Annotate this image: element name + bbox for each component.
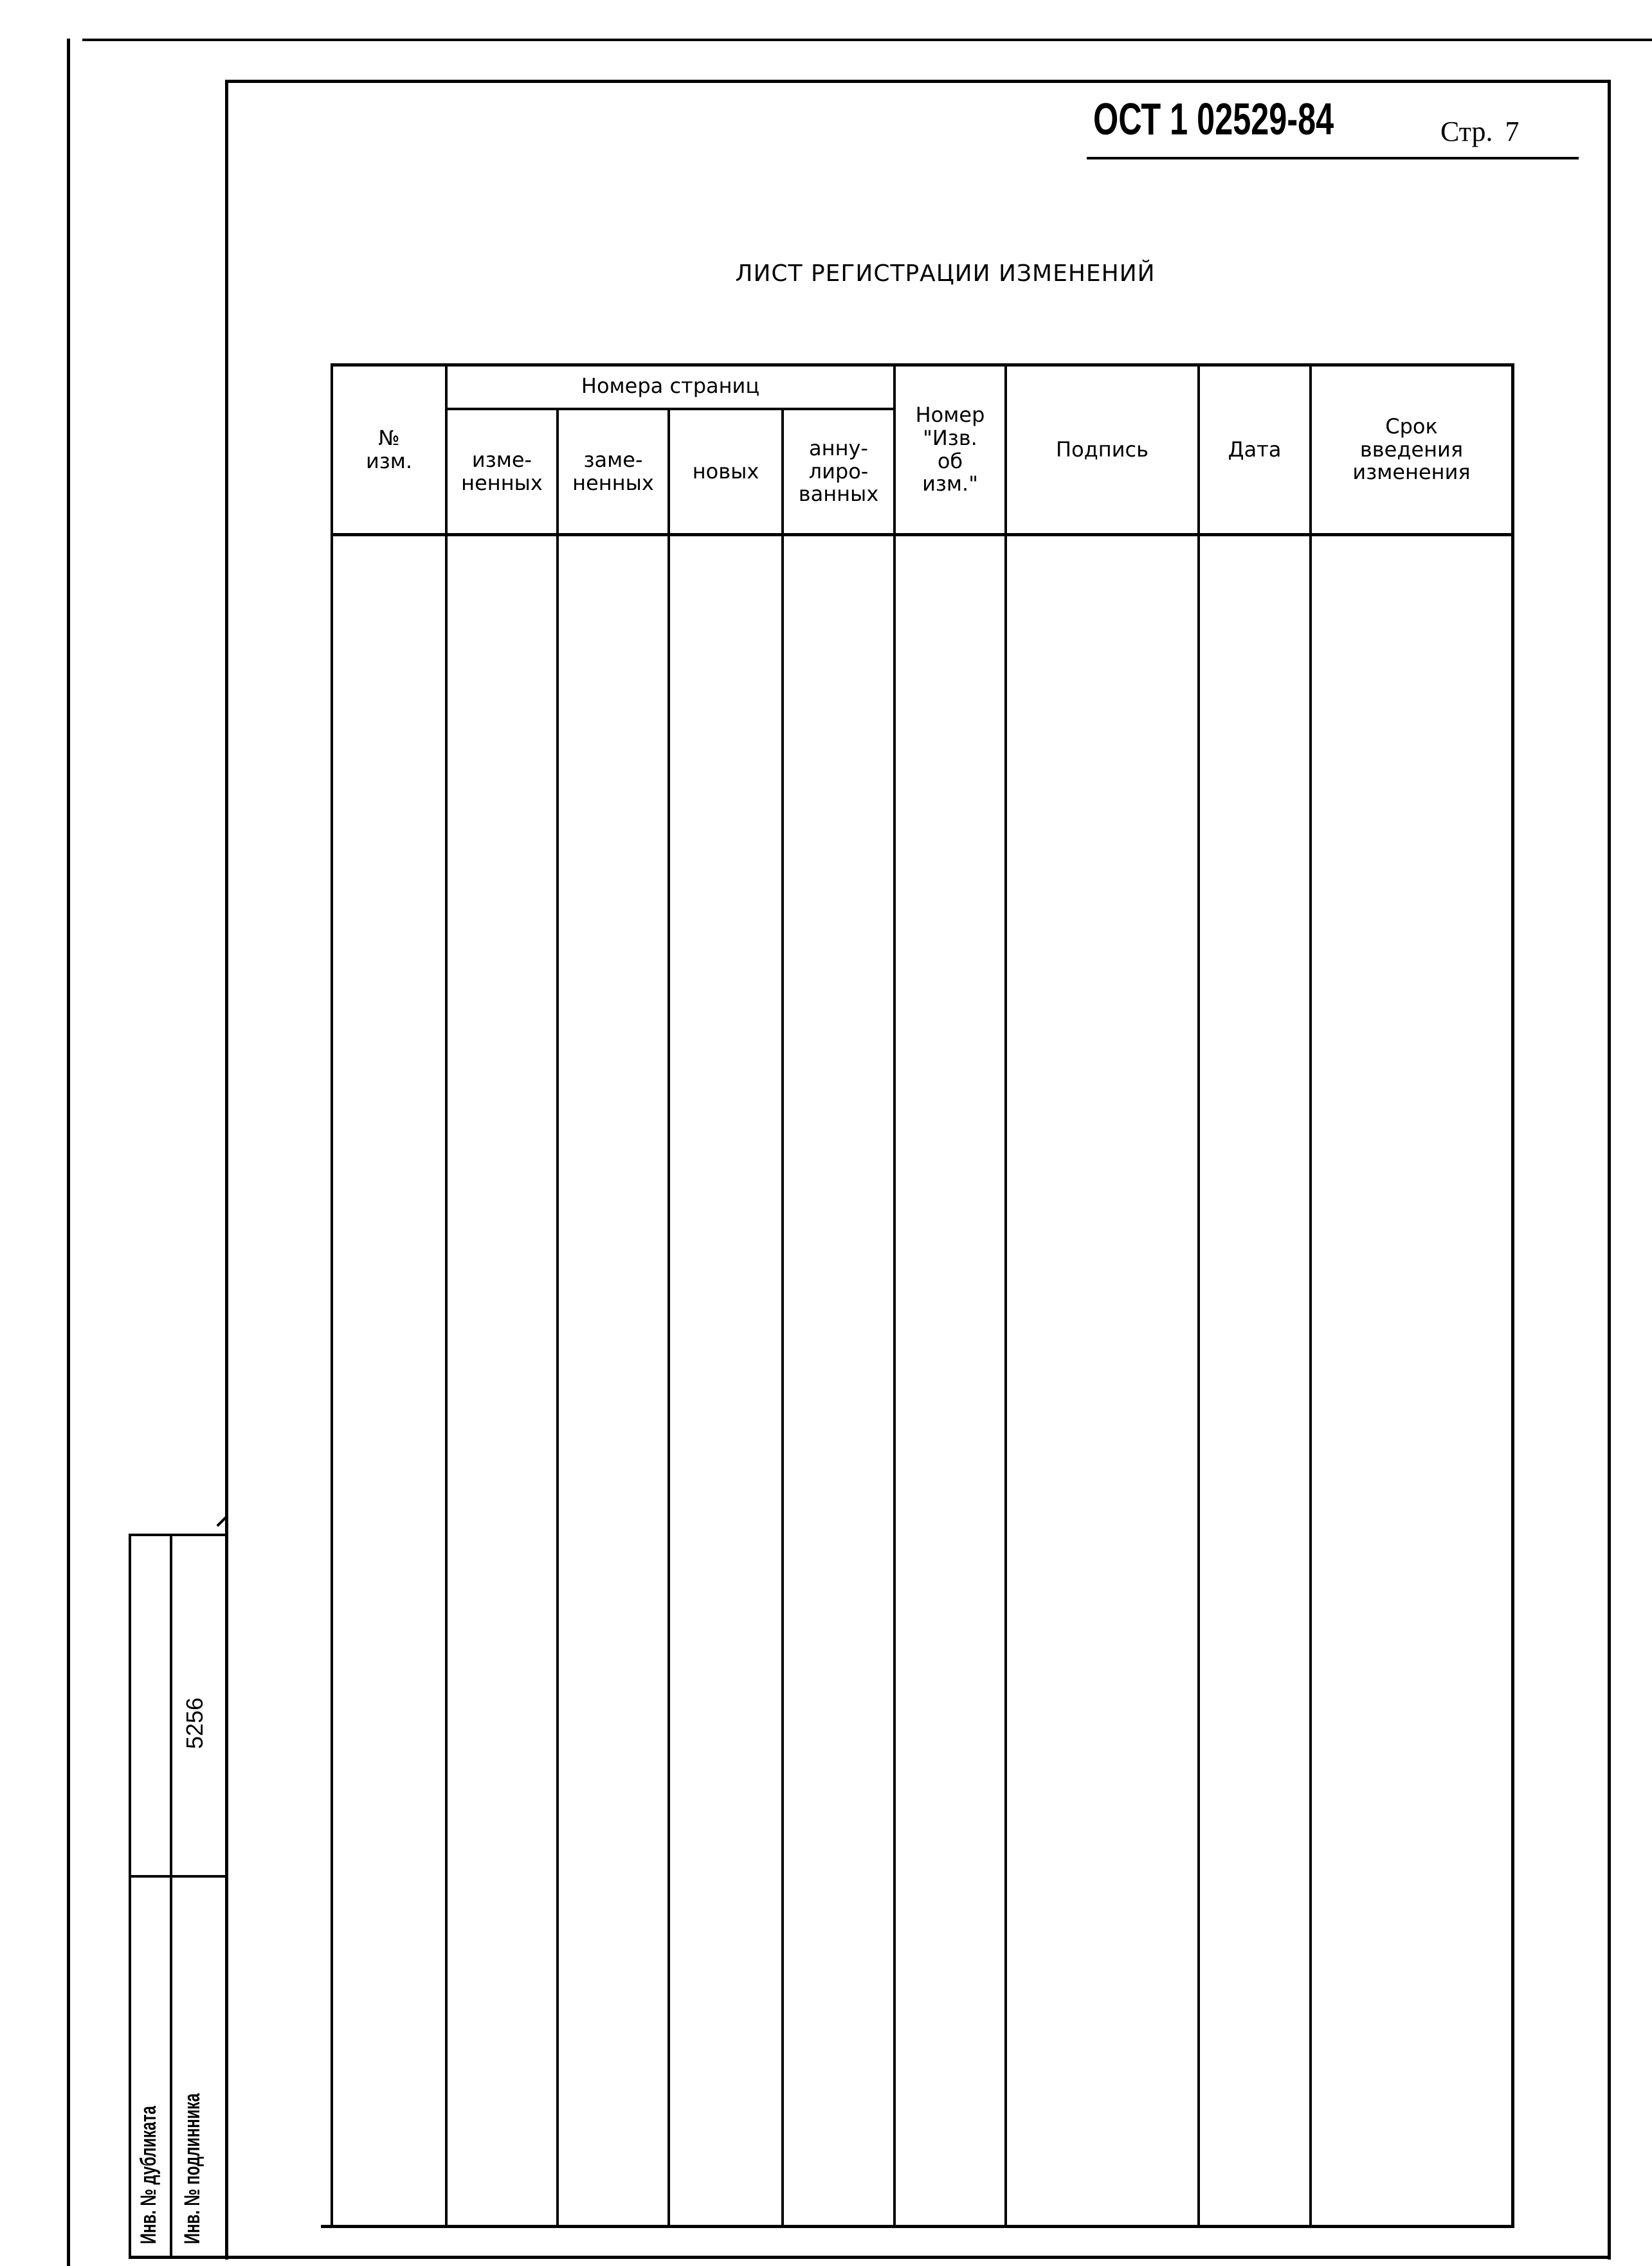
stamp-row-separator [129, 1875, 225, 1878]
table-border-bottom [321, 2225, 1514, 2228]
group-header-label: Номера страниц [581, 374, 760, 399]
header-num [333, 367, 445, 533]
column-divider [1309, 363, 1312, 2228]
page-number: 7 [1505, 116, 1520, 147]
column-divider [1197, 363, 1200, 2228]
column-divider [556, 408, 559, 2228]
header-notice-line: "Изв. [923, 425, 977, 450]
header-date-line: Дата [1228, 437, 1282, 462]
header-new-line: новых [692, 458, 759, 484]
header-num-line: № [378, 425, 400, 450]
stamp-top [129, 1534, 225, 1536]
column-divider [445, 363, 448, 2228]
header-new [670, 410, 781, 533]
column-divider [781, 408, 784, 2228]
stamp-dup-label: Инв. № дубликата [136, 2105, 161, 2244]
header-num-line: изм. [365, 448, 413, 473]
header-signature [1007, 367, 1197, 533]
header-notice-line: изм." [922, 471, 978, 496]
header-notice-line: Номер [915, 402, 985, 427]
table-border-left [331, 363, 333, 2228]
header-changed [448, 410, 556, 533]
stamp-middle [170, 1534, 172, 2259]
document-title: ЛИСТ РЕГИСТРАЦИИ ИЗМЕНЕНИЙ [735, 260, 1156, 287]
header-signature-line: Подпись [1056, 437, 1148, 462]
header-annulled [784, 410, 893, 533]
header-deadline-line: изменения [1352, 460, 1471, 485]
outer-frame-top [82, 39, 1652, 41]
column-divider [893, 363, 896, 2228]
group-header-page-numbers [448, 365, 893, 408]
header-separator [332, 533, 1514, 536]
header-date [1200, 367, 1309, 533]
header-notice [896, 367, 1004, 533]
outer-frame-left [67, 39, 70, 2266]
header-deadline-line: введения [1359, 437, 1464, 462]
header-replaced [559, 410, 667, 533]
stamp-orig-value: 5256 [181, 1697, 208, 1749]
page-number-label [1440, 118, 1520, 146]
column-divider [1004, 363, 1007, 2228]
table-border-right [1511, 363, 1514, 2228]
frame-right [1608, 80, 1611, 2260]
header-changed-line: изме- [471, 447, 532, 472]
header-deadline [1312, 367, 1511, 533]
header-underline [1087, 157, 1579, 159]
header-changed-line: ненных [461, 470, 543, 495]
stamp-orig-label: Инв. № подлинника [180, 2093, 204, 2244]
column-divider [667, 408, 670, 2228]
frame-top [226, 80, 1611, 83]
header-replaced-line: ненных [572, 470, 654, 495]
stamp-left [129, 1534, 131, 2259]
page-label: Стр. [1440, 116, 1493, 147]
header-deadline-line: Срок [1385, 413, 1438, 439]
frame-bottom [129, 2256, 1611, 2259]
standard-number: ОСТ 1 02529-84 [1093, 94, 1334, 144]
header-annulled-line: ванных [798, 482, 879, 507]
frame-left [225, 80, 228, 2260]
header-notice-line: об [937, 448, 963, 473]
header-annulled-line: анну- [809, 435, 868, 460]
header-replaced-line: заме- [583, 447, 643, 472]
header-annulled-line: лиро- [808, 458, 869, 484]
